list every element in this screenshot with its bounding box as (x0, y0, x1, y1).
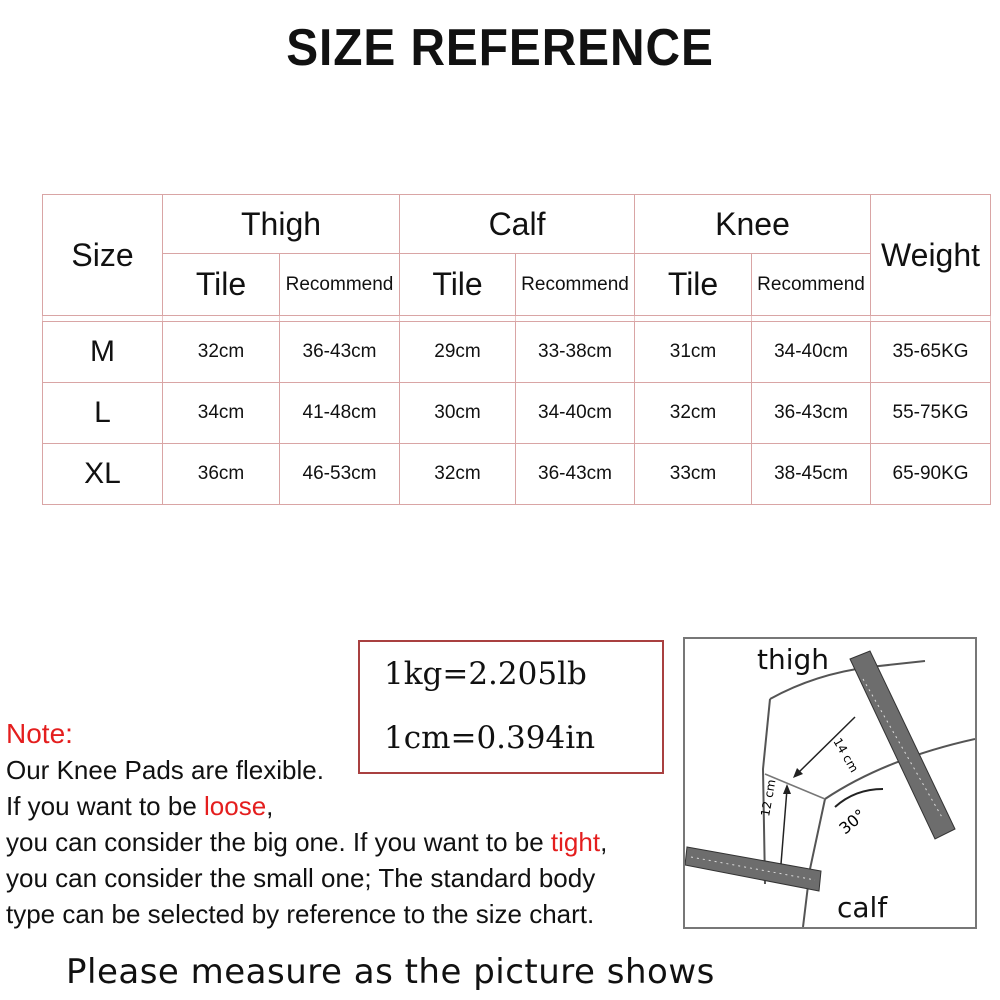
table-subheader-row (43, 254, 991, 316)
knee-diagram-icon (685, 639, 975, 927)
knee-tile-cell: 31cm (635, 322, 752, 383)
calf-tile-cell: 30cm (400, 383, 516, 444)
knee-recommend-cell: 38-45cm (752, 444, 871, 505)
angle-arc-icon (835, 789, 883, 807)
thigh-recommend-cell: 36-43cm (280, 322, 400, 383)
page-title: SIZE REFERENCE (286, 19, 714, 77)
weight-cell: 35-65KG (871, 322, 991, 383)
weight-cell: 65-90KG (871, 444, 991, 505)
note-line (6, 824, 607, 860)
tight-highlight: tight (550, 827, 601, 857)
calf-tile-cell: 29cm (400, 322, 516, 383)
note-line: Our Knee Pads are flexible. (6, 755, 324, 785)
weight-cell: 55-75KG (871, 383, 991, 444)
size-cell: XL (43, 444, 163, 505)
note-title: Note: (6, 718, 73, 749)
calf-recommend-cell: 34-40cm (516, 383, 635, 444)
calf-recommend-cell: 33-38cm (516, 322, 635, 383)
knee-recommend-header: Recommend (752, 254, 871, 316)
measure-instruction: Please measure as the picture shows (66, 952, 715, 992)
calf-tile-header: Tile (400, 254, 516, 316)
knee-tile-header: Tile (635, 254, 752, 316)
thigh-tile-header: Tile (163, 254, 280, 316)
note-line: type can be selected by reference to the size chart. (6, 899, 595, 929)
thigh-header: Thigh (163, 195, 400, 254)
cm-conversion: 1cm=0.394in (384, 720, 596, 756)
loose-highlight: loose (204, 791, 267, 821)
size-chart-table (42, 194, 991, 505)
thigh-label: thigh (757, 643, 830, 676)
knee-measurement-illustration (683, 637, 977, 929)
size-cell: M (43, 322, 163, 383)
note-line (6, 788, 607, 824)
knee-header: Knee (635, 195, 871, 254)
note-text: , (600, 827, 608, 857)
thigh-recommend-cell: 41-48cm (280, 383, 400, 444)
knee-recommend-cell: 36-43cm (752, 383, 871, 444)
weight-header: Weight (871, 195, 991, 316)
kg-conversion: 1kg=2.205lb (384, 656, 587, 692)
table-row (43, 322, 991, 383)
thigh-recommend-header: Recommend (280, 254, 400, 316)
note-line: you can consider the small one; The standard body (6, 863, 596, 893)
note-text: you can consider the big one. If you want to be (6, 827, 551, 857)
knee-recommend-cell: 34-40cm (752, 322, 871, 383)
note-text: , (266, 791, 274, 821)
calf-tile-cell: 32cm (400, 444, 516, 505)
thigh-tile-cell: 34cm (163, 383, 280, 444)
thigh-tape-icon (850, 651, 955, 839)
note-block (6, 716, 607, 932)
size-cell: L (43, 383, 163, 444)
calf-measure-label: 12 cm (758, 778, 779, 818)
calf-arrow-icon (781, 789, 787, 864)
table-header-row (43, 195, 991, 254)
knee-tile-cell: 32cm (635, 383, 752, 444)
calf-header: Calf (400, 195, 635, 254)
knee-tile-cell: 33cm (635, 444, 752, 505)
calf-outline-back (803, 799, 825, 927)
table-row (43, 383, 991, 444)
table-row (43, 444, 991, 505)
note-text: If you want to be (6, 791, 205, 821)
thigh-recommend-cell: 46-53cm (280, 444, 400, 505)
size-header: Size (43, 195, 163, 316)
calf-label: calf (837, 891, 888, 924)
thigh-tile-cell: 32cm (163, 322, 280, 383)
calf-tape-icon (685, 847, 821, 891)
angle-label: 30° (835, 805, 870, 839)
thigh-measure-label: 14 cm (830, 735, 862, 775)
calf-recommend-cell: 36-43cm (516, 444, 635, 505)
calf-recommend-header: Recommend (516, 254, 635, 316)
thigh-tile-cell: 36cm (163, 444, 280, 505)
